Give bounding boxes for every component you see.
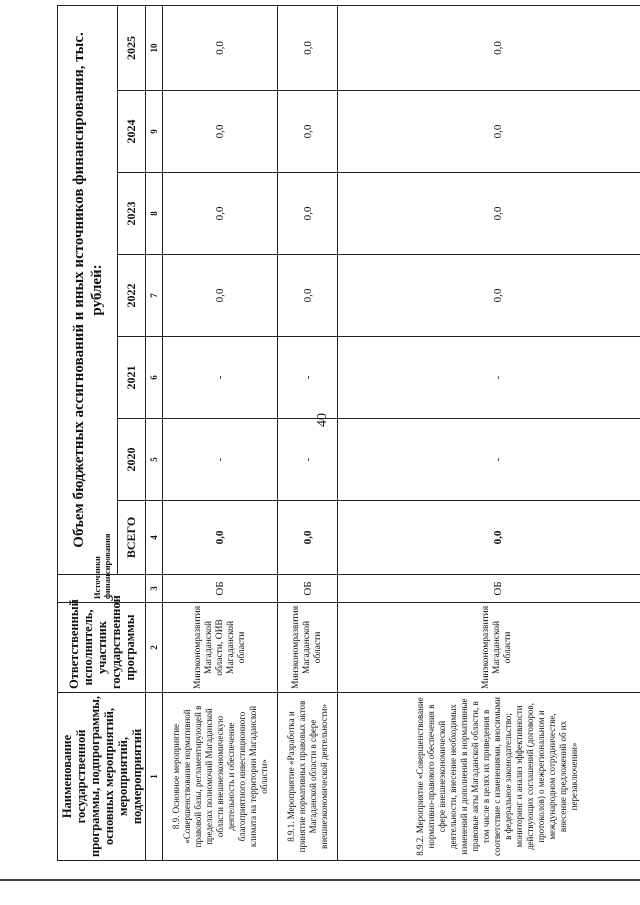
row-value: 0,0 (163, 91, 278, 173)
column-number: 4 (146, 501, 163, 575)
row-value: 0,0 (338, 5, 640, 90)
row-total: 0,0 (338, 501, 640, 575)
header-year-2024: 2024 (118, 91, 146, 173)
header-year-2023: 2023 (118, 173, 146, 255)
row-total: 0,0 (163, 501, 278, 575)
header-year-2022: 2022 (118, 255, 146, 337)
row-value: 0,0 (278, 5, 338, 90)
table-row (163, 5, 278, 860)
column-number: 6 (146, 337, 163, 419)
row-value: - (278, 337, 338, 419)
page-number: 40 (315, 413, 330, 427)
row-source: ОБ (338, 575, 640, 603)
header-year-2020: 2020 (118, 419, 146, 501)
row-source: ОБ (163, 575, 278, 603)
table-row (278, 5, 338, 860)
row-source: ОБ (278, 575, 338, 603)
header-year-2021: 2021 (118, 337, 146, 419)
rotated-table-container (57, 6, 640, 861)
header-total: ВСЕГО (118, 501, 146, 575)
header-budget: Объем бюджетных ассигнований и иных источников финансирования, тыс. рублей: (58, 5, 118, 574)
column-number: 8 (146, 173, 163, 255)
budget-table (57, 5, 640, 861)
row-name: 8.9.1. Мероприятие «Разработка и принятие нормативных правовых актов Магаданской области в сфере внешнеэкономической деятельности» (278, 693, 338, 861)
column-number: 10 (146, 5, 163, 90)
column-number: 2 (146, 603, 163, 693)
column-number: 1 (146, 693, 163, 861)
row-value: - (338, 337, 640, 419)
header-name: Наименование государственной программы, подпрограммы, основных мероприятий, мероприятий, подмероприятий (58, 693, 146, 861)
row-executor: Минэкономразвития Магаданской области (278, 603, 338, 693)
header-year-2025: 2025 (118, 5, 146, 90)
row-value: - (338, 419, 640, 501)
column-number: 7 (146, 255, 163, 337)
row-value: - (163, 337, 278, 419)
row-executor: Минэкономразвития Магаданской области, ОИВ Магаданской области (163, 603, 278, 693)
column-number: 5 (146, 419, 163, 501)
row-value: 0,0 (278, 173, 338, 255)
row-value: 0,0 (163, 5, 278, 90)
row-value: 0,0 (278, 255, 338, 337)
column-number: 9 (146, 91, 163, 173)
row-value: 0,0 (338, 91, 640, 173)
header-executor: Ответственный исполнитель, участник государственной программы (58, 603, 146, 693)
row-value: - (163, 419, 278, 501)
row-total: 0,0 (278, 501, 338, 575)
row-name: 8.9.2. Мероприятие «Совершенствование нормативно-правового обеспечения в сфере внешнеэкономической деятельности, внесение необходимых изменений и дополнений в нормативные правовые акты Магаданской области, в том числе в целях их приведения в соответствие с изменениями, вносимыми в федеральное законодательство; мониторинг и анализ эффективности действующих соглашений (договоров, протоколов) о межрегиональном и международном сотрудничестве, внесение предложений об их перезаключении» (338, 693, 640, 861)
row-value: 0,0 (163, 255, 278, 337)
row-value: 0,0 (163, 173, 278, 255)
row-value: 0,0 (338, 173, 640, 255)
row-value: 0,0 (278, 91, 338, 173)
column-number: 3 (146, 575, 163, 603)
row-name: 8.9. Основное мероприятие «Совершенствование нормативной правовой базы, регламентирующей в пределах полномочий Магаданской области внешнеэкономическую деятельность и обеспечение благоприятного инвестиционного климата на территории Магаданской области» (163, 693, 278, 861)
bottom-rule (0, 879, 640, 881)
row-value: - (278, 419, 338, 501)
table-row (338, 5, 640, 860)
row-value: 0,0 (338, 255, 640, 337)
row-executor: Минэкономразвития Магаданской области (338, 603, 640, 693)
column-number-row (146, 5, 163, 860)
header-source: Источники финансирования (58, 575, 146, 603)
